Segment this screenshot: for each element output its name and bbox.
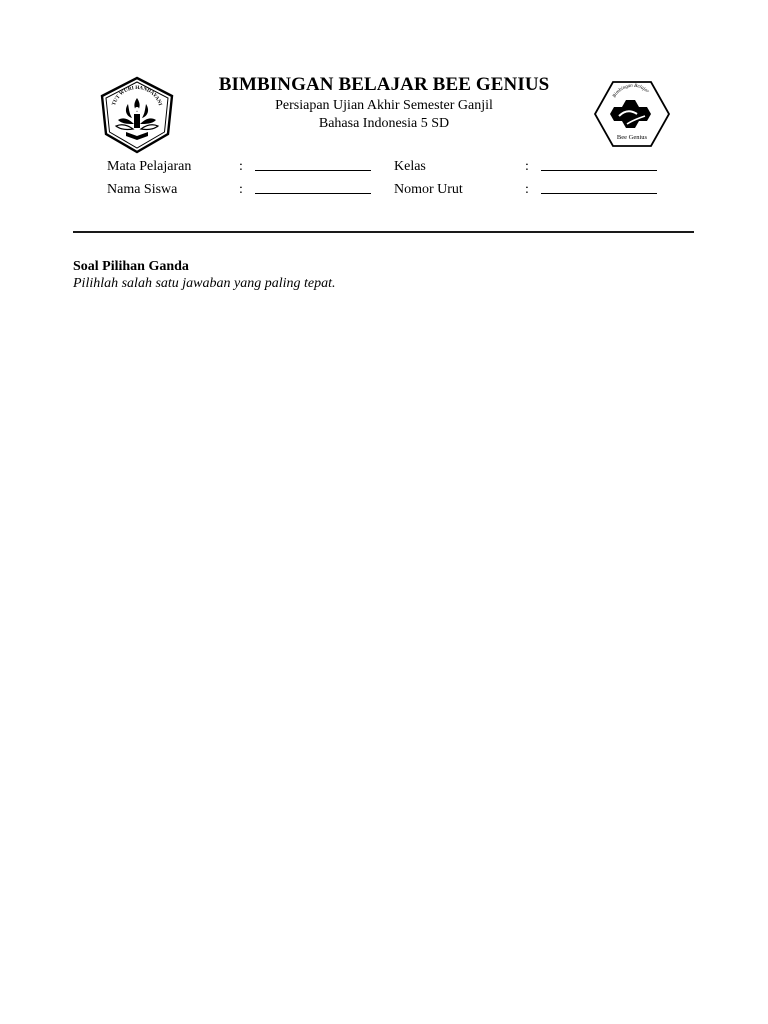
document-title: BIMBINGAN BELAJAR BEE GENIUS <box>218 74 550 95</box>
field-label-nomor-urut: Nomor Urut <box>394 182 463 197</box>
field-colon: : <box>239 182 243 197</box>
field-colon: : <box>525 159 529 174</box>
section-title: Soal Pilihan Ganda <box>73 259 189 274</box>
document-subtitle-subject: Bahasa Indonesia 5 SD <box>318 116 450 131</box>
blank-mata-pelajaran[interactable] <box>255 158 371 171</box>
header-divider <box>73 231 694 233</box>
blank-kelas[interactable] <box>541 158 657 171</box>
field-label-mata-pelajaran: Mata Pelajaran <box>107 159 192 174</box>
section-instruction: Pilihlah salah satu jawaban yang paling tepat. <box>73 276 336 291</box>
blank-nomor-urut[interactable] <box>541 181 657 194</box>
logo-right-bottom-text: Bee Genius <box>616 134 648 141</box>
field-label-nama-siswa: Nama Siswa <box>107 182 178 197</box>
logo-left-text: TUT WURI HANDAYANI <box>111 84 163 107</box>
logo-right-top-text: Bimbingan Belajar <box>612 83 650 99</box>
field-colon: : <box>239 159 243 174</box>
document-subtitle-exam: Persiapan Ujian Akhir Semester Ganjil <box>275 98 493 113</box>
blank-nama-siswa[interactable] <box>255 181 371 194</box>
field-label-kelas: Kelas <box>394 159 426 174</box>
field-colon: : <box>525 182 529 197</box>
